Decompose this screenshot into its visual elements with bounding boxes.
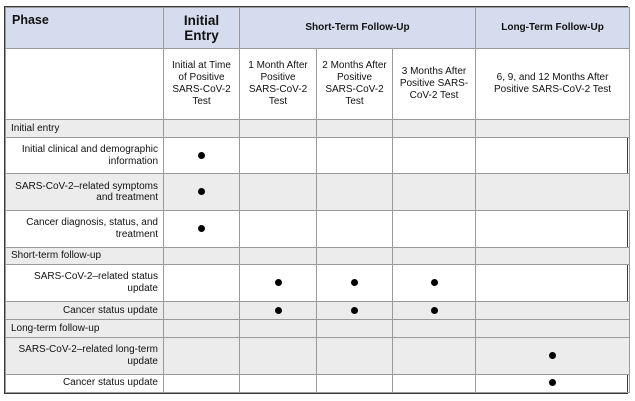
marker-dot bbox=[351, 307, 358, 314]
marker-dot bbox=[198, 152, 205, 159]
timepoint-long-term: 6, 9, and 12 Months After Positive SARS-CoV-2 Test bbox=[476, 48, 630, 119]
marker-dot bbox=[275, 307, 282, 314]
marker-dot bbox=[351, 279, 358, 286]
table-row bbox=[6, 374, 630, 392]
follow-up-schedule-table bbox=[5, 7, 630, 393]
short-term-header: Short-Term Follow-Up bbox=[240, 8, 476, 49]
header-row bbox=[6, 8, 630, 49]
marker-dot bbox=[549, 379, 556, 386]
schedule-table-frame bbox=[4, 6, 628, 394]
timepoint-row bbox=[6, 48, 630, 119]
row-label: Initial clinical and demographic information bbox=[6, 137, 164, 174]
row-label: Cancer status update bbox=[6, 302, 164, 320]
marker-dot bbox=[198, 188, 205, 195]
timepoint-1-month: 1 Month After Positive SARS-CoV-2 Test bbox=[240, 48, 317, 119]
initial-entry-header: Initial Entry bbox=[164, 8, 240, 49]
table-row bbox=[6, 337, 630, 374]
marker-dot bbox=[549, 352, 556, 359]
row-label: SARS-CoV-2–related symptoms and treatment bbox=[6, 174, 164, 211]
section-label: Long-term follow-up bbox=[6, 320, 164, 337]
table-row bbox=[6, 211, 630, 248]
row-label: Cancer diagnosis, status, and treatment bbox=[6, 211, 164, 248]
table-row bbox=[6, 137, 630, 174]
row-label: Cancer status update bbox=[6, 374, 164, 392]
row-label: SARS-CoV-2–related status update bbox=[6, 265, 164, 302]
marker-dot bbox=[431, 279, 438, 286]
marker-dot bbox=[275, 279, 282, 286]
timepoint-blank bbox=[6, 48, 164, 119]
section-label: Short-term follow-up bbox=[6, 247, 164, 264]
row-label: SARS-CoV-2–related long-term update bbox=[6, 337, 164, 374]
timepoint-3-months: 3 Months After Positive SARS-CoV-2 Test bbox=[393, 48, 476, 119]
marker-dot bbox=[431, 307, 438, 314]
phase-header: Phase bbox=[6, 8, 164, 49]
table-row bbox=[6, 265, 630, 302]
table-row bbox=[6, 302, 630, 320]
timepoint-initial: Initial at Time of Positive SARS-CoV-2 Test bbox=[164, 48, 240, 119]
section-label: Initial entry bbox=[6, 120, 164, 137]
table-row bbox=[6, 174, 630, 211]
section-row-initial-entry bbox=[6, 120, 630, 137]
marker-dot bbox=[198, 225, 205, 232]
timepoint-2-months: 2 Months After Positive SARS-CoV-2 Test bbox=[317, 48, 393, 119]
section-row-long-term bbox=[6, 320, 630, 337]
long-term-header: Long-Term Follow-Up bbox=[476, 8, 630, 49]
section-row-short-term bbox=[6, 247, 630, 264]
